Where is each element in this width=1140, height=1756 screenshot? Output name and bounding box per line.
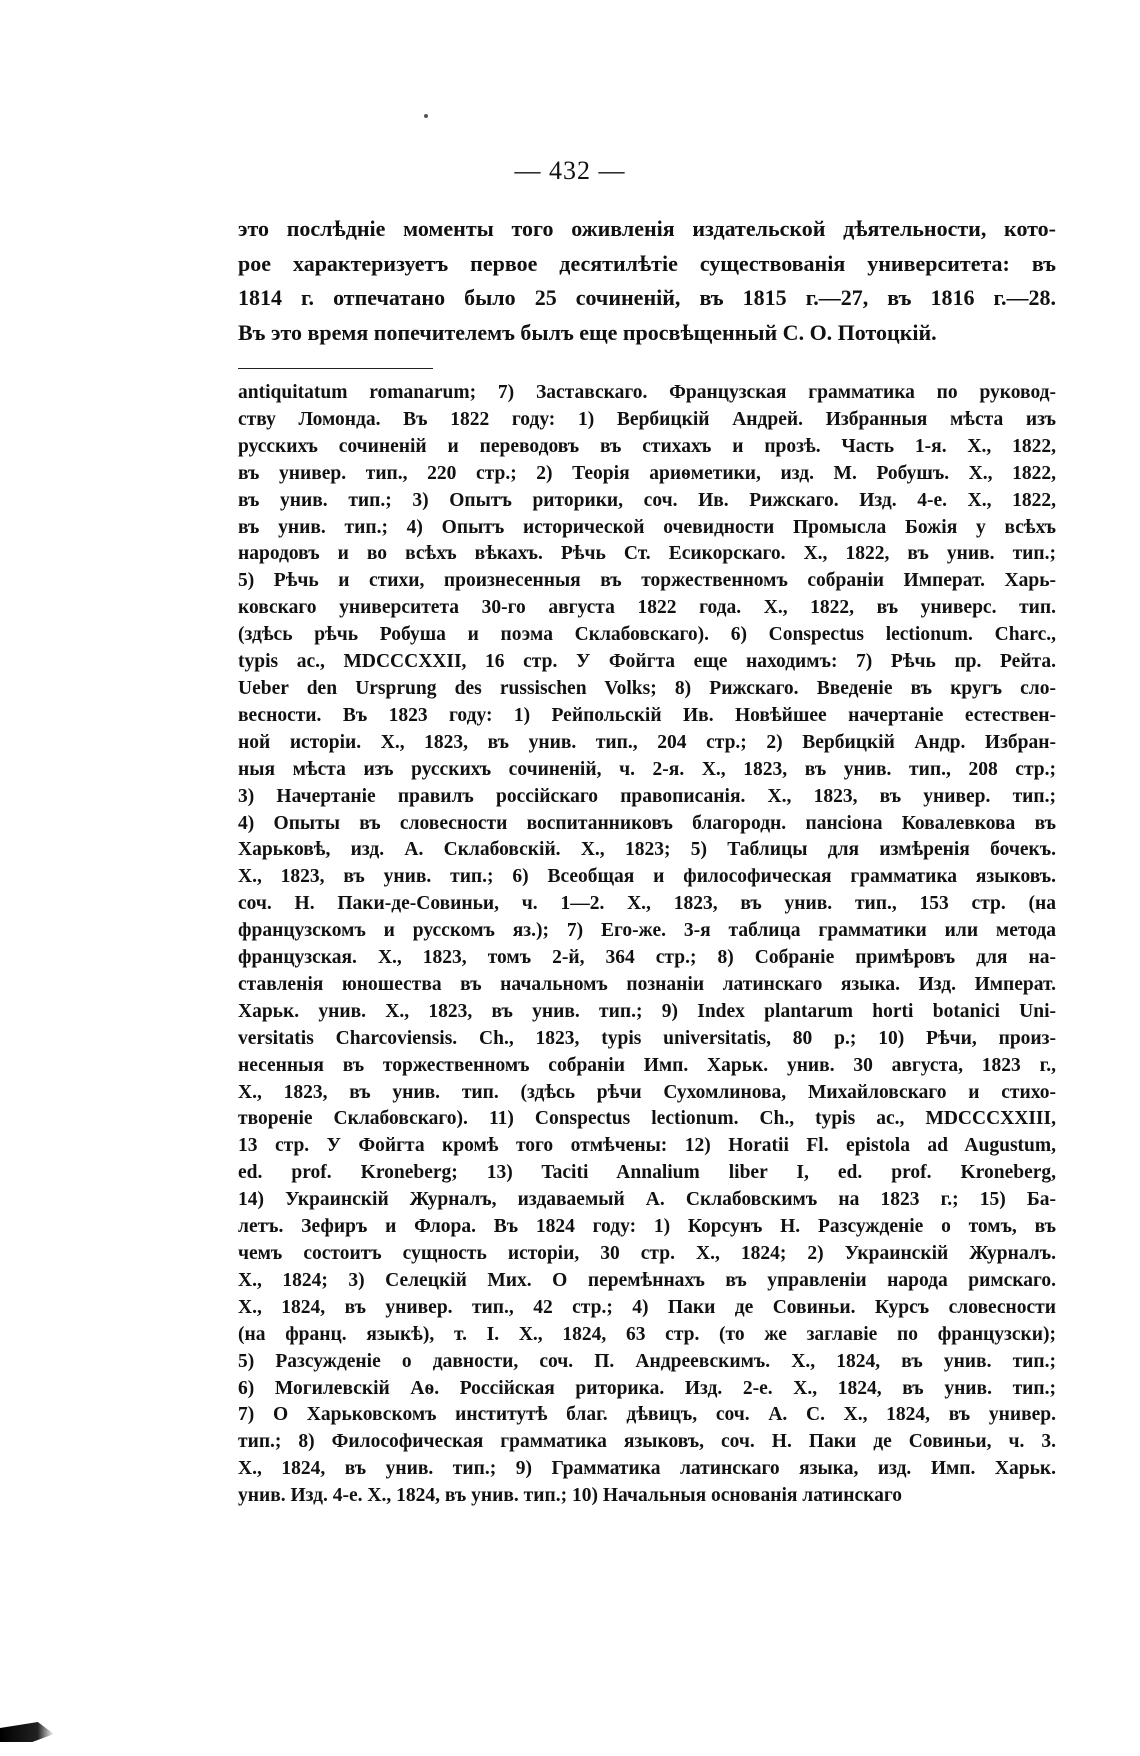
footnote-line: (на франц. языкѣ), т. I. Х., 1824, 63 стр. (то же заглавіе по французски);	[238, 1323, 1056, 1345]
footnote-line: typis ac., MDCCCXXII, 16 стр. У Фойгта еще находимъ: 7) Рѣчь пр. Рейта.	[238, 651, 1056, 673]
footnote-line: Х., 1823, въ унив. тип.; 6) Всеобщая и философическая грамматика языковъ.	[238, 866, 1056, 888]
footnote-line: 5) Разсужденіе о давности, соч. П. Андреевскимъ. Х., 1824, въ унив. тип.;	[238, 1350, 1056, 1372]
footnote-line: ed. prof. Kroneberg; 13) Taciti Annalium liber I, ed. prof. Kroneberg,	[238, 1162, 1056, 1184]
footnote-line: ству Ломонда. Въ 1822 году: 1) Вербицкій Андрей. Избранныя мѣста изъ	[238, 408, 1056, 430]
footnote-line: ставленія юношества въ начальномъ познаніи латинскаго языка. Изд. Императ.	[238, 973, 1056, 995]
footnote-line: ковскаго университета 30-го августа 1822 года. Х., 1822, въ универс. тип.	[238, 597, 1056, 619]
footnote-line: унив. Изд. 4-е. Х., 1824, въ унив. тип.; 10) Начальныя основанія латинскаго	[238, 1485, 902, 1507]
footnote-line: 4) Опыты въ словесности воспитанниковъ благородн. пансіона Ковалевкова въ	[238, 812, 1056, 834]
footnote-line: ныя мѣста изъ русскихъ сочиненій, ч. 2-я. Х., 1823, въ унив. тип., 208 стр.;	[238, 758, 1056, 780]
footnote-line: французская. Х., 1823, томъ 2-й, 364 стр.; 8) Собраніе примѣровъ для на-	[238, 947, 1056, 969]
scan-speck	[424, 114, 428, 118]
main-text-line: рое характеризуетъ первое десятилѣтіе существованія университета: въ	[238, 250, 1056, 276]
footnote-line: Х., 1823, въ унив. тип. (здѣсь рѣчи Сухомлинова, Михайловскаго и стихо-	[238, 1081, 1056, 1103]
footnote-line: (здѣсь рѣчь Робуша и поэма Склабовскаго). 6) Conspectus lectionum. Charc.,	[238, 624, 1056, 646]
footnote-line: 5) Рѣчь и стихи, произнесенныя въ торжественномъ собраніи Императ. Харь-	[238, 570, 1056, 592]
footnote-line: 7) О Харьковскомъ институтѣ благ. дѣвицъ, соч. А. С. Х., 1824, въ универ.	[238, 1404, 1056, 1426]
footnote-line: летъ. Зефиръ и Флора. Въ 1824 году: 1) Корсунъ Н. Разсужденіе о томъ, въ	[238, 1216, 1056, 1238]
main-text-line: 1814 г. отпечатано было 25 сочиненій, въ 1815 г.—27, въ 1816 г.—28.	[238, 285, 1056, 310]
main-text-line: Въ это время попечителемъ былъ еще просвѣщенный С. О. Потоцкій.	[238, 319, 937, 345]
footnote-line: Х., 1824, въ унив. тип.; 9) Грамматика латинскаго языка, изд. Имп. Харьк.	[238, 1458, 1056, 1480]
footnote-line: 6) Могилевскій Аѳ. Россійская риторика. Изд. 2-е. Х., 1824, въ унив. тип.;	[238, 1377, 1056, 1399]
footnote-line: Ueber den Ursprung des russischen Volks; 8) Рижскаго. Введеніе въ кругъ сло-	[238, 677, 1056, 699]
footnote-line: 14) Украинскій Журналъ, издаваемый А. Склабовскимъ на 1823 г.; 15) Ба-	[238, 1189, 1056, 1211]
footnote-line: весности. Въ 1823 году: 1) Рейпольскій Ив. Новѣйшее начертаніе естествен-	[238, 704, 1056, 726]
footnote-line: Х., 1824, въ универ. тип., 42 стр.; 4) Паки де Совиньи. Курсъ словесности	[238, 1296, 1056, 1318]
footnote-divider	[238, 368, 433, 369]
footnote-line: въ унив. тип.; 4) Опытъ исторической очевидности Промысла Божія у всѣхъ	[238, 516, 1056, 538]
footnote-line: тип.; 8) Философическая грамматика языковъ, соч. Н. Паки де Совиньи, ч. 3.	[238, 1431, 1056, 1453]
footnote-line: чемъ состоитъ сущность исторіи, 30 стр. Х., 1824; 2) Украинскій Журналъ.	[238, 1243, 1056, 1264]
footnote-line: antiquitatum romanarum; 7) Заставскаго. Французская грамматика по руковод-	[238, 382, 1056, 403]
footnote-text	[238, 380, 1056, 1510]
footnote-line: ной исторіи. Х., 1823, въ унив. тип., 204 стр.; 2) Вербицкій Андр. Избран-	[238, 731, 1056, 753]
footnote-line: Харьк. унив. Х., 1823, въ унив. тип.; 9) Index plantarum horti botanici Uni-	[238, 1000, 1056, 1022]
footnote-line: versitatis Charcoviensis. Ch., 1823, typis universitatis, 80 р.; 10) Рѣчи, произ-	[238, 1027, 1056, 1049]
footnote-line: Харьковѣ, изд. А. Склабовскій. Х., 1823; 5) Таблицы для измѣренія бочекъ.	[238, 839, 1056, 861]
footnote-line: въ универ. тип., 220 стр.; 2) Теорія ариѳметики, изд. М. Робушъ. Х., 1822,	[238, 462, 1056, 484]
page-number: — 432 —	[514, 156, 626, 185]
footnote-line: твореніе Склабовскаго). 11) Conspectus lectionum. Ch., typis ac., MDCCCXXIII,	[238, 1108, 1056, 1130]
footnote-line: народовъ и во всѣхъ вѣкахъ. Рѣчь Ст. Есикорскаго. Х., 1822, въ унив. тип.;	[238, 543, 1056, 565]
footnote-line: Х., 1824; 3) Селецкій Мих. О перемѣннахъ въ управленіи народа римскаго.	[238, 1269, 1056, 1291]
main-paragraph	[238, 212, 1056, 350]
main-text-line: это послѣдніе моменты того оживленія издательской дѣятельности, кото-	[238, 216, 1056, 241]
footnote-line: французскомъ и русскомъ яз.); 7) Его-же. 3-я таблица грамматики или метода	[238, 920, 1056, 942]
footnote-line: соч. Н. Паки-де-Совиньи, ч. 1—2. Х., 1823, въ унив. тип., 153 стр. (на	[238, 893, 1056, 915]
footnote-line: русскихъ сочиненій и переводовъ въ стихахъ и прозѣ. Часть 1-я. Х., 1822,	[238, 435, 1056, 457]
footnote-line: несенныя въ торжественномъ собраніи Имп. Харьк. унив. 30 августа, 1823 г.,	[238, 1054, 1056, 1076]
footnote-line: въ унив. тип.; 3) Опытъ риторики, соч. Ив. Рижскаго. Изд. 4-е. Х., 1822,	[238, 489, 1056, 511]
footnote-line: 3) Начертаніе правилъ россійскаго правописанія. Х., 1823, въ универ. тип.;	[238, 785, 1056, 807]
footnote-line: 13 стр. У Фойгта кромѣ того отмѣчены: 12) Horatii Fl. epistola ad Augustum,	[238, 1135, 1056, 1157]
scan-edge-mark	[0, 1722, 54, 1742]
